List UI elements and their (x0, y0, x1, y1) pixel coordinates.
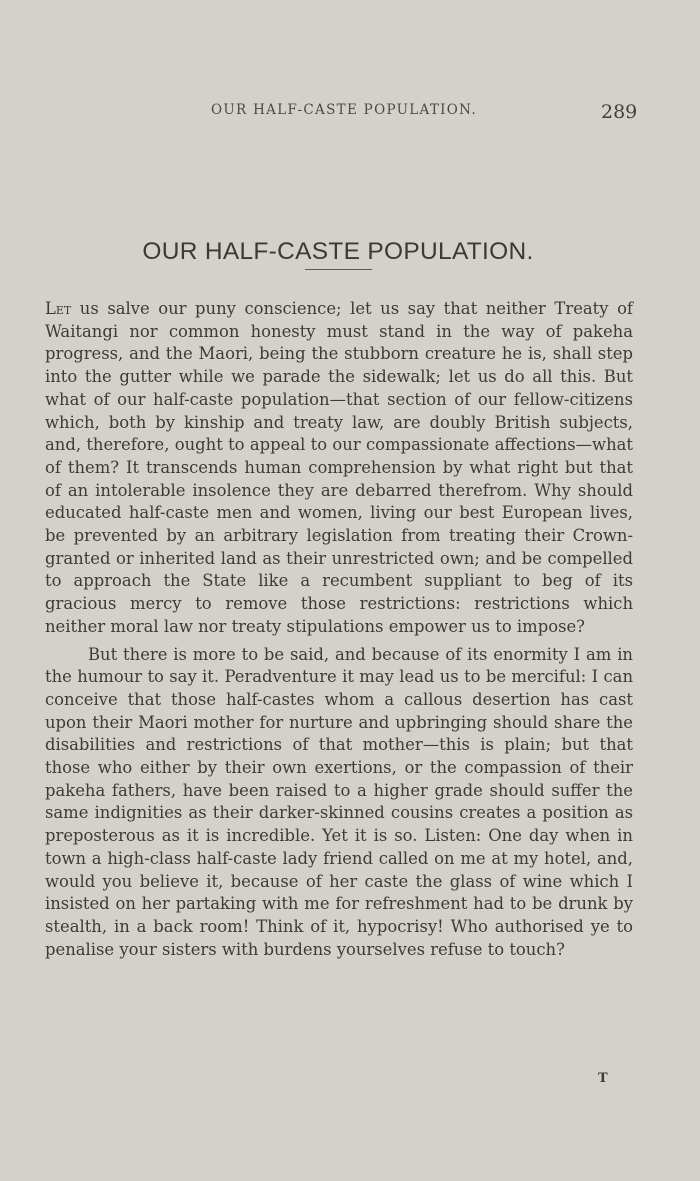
article-body (45, 298, 633, 961)
running-head: OUR HALF-CASTE POPULATION. (211, 102, 477, 118)
article-title: OUR HALF-CASTE POPULATION. (142, 238, 534, 266)
paragraph-2: But there is more to be said, and because of its enormity I am in the humour to say it. Peradventure it may lead us to be merciful: I can conceive that those half-castes whom a callous desertion has cast upon their Maori mother for nurture and upbringing should share the disabilities and restrictions of that mother—this is plain; but that those who either by their own exertions, or the compassion of their pakeha fathers, have been raised to a higher grade should suffer the same indignities as their darker-skinned cousins creates a position as preposterous as it is incredible. Yet it is so. Listen: One day when in town a high-class half-caste lady friend called on me at my hotel, and, would you believe it, because of her caste the glass of wine which I insisted on her partaking with me for refreshment had to be drunk by stealth, in a back room! Think of it, hypocrisy! Who authorised ye to penalise your sisters with burdens yourselves refuse to touch? (45, 644, 633, 959)
paragraph-1 (45, 298, 633, 639)
paragraph-1-text: us salve our puny conscience; let us say that neither Treaty of Waitangi nor common honesty must stand in the way of pakeha progress, and the Maori, being the stubborn creature he is, shall step into the gutter while we parade the sidewalk; let us do all this. But what of our half-caste population—that section of our fellow-citizens which, both by kinship and treaty law, are doubly British subjects, and, therefore, ought to appeal to our compassionate affections—what of them? It transcends human comprehension by what right but that of an intolerable insolence they are debarred therefrom. Why should educated half-caste men and women, living our best European lives, be prevented by an arbitrary legislation from treating their Crown-granted or inherited land as their unrestricted own; and be compelled to approach the State like a recumbent suppliant to beg of its gracious mercy to remove those restrictions: restrictions which neither moral law nor treaty stipulations empower us to impose? (45, 299, 633, 636)
signature-mark: T (598, 1071, 608, 1086)
page-number: 289 (601, 101, 638, 123)
paragraph-1-lead: Let (45, 299, 72, 318)
title-divider (305, 269, 372, 270)
